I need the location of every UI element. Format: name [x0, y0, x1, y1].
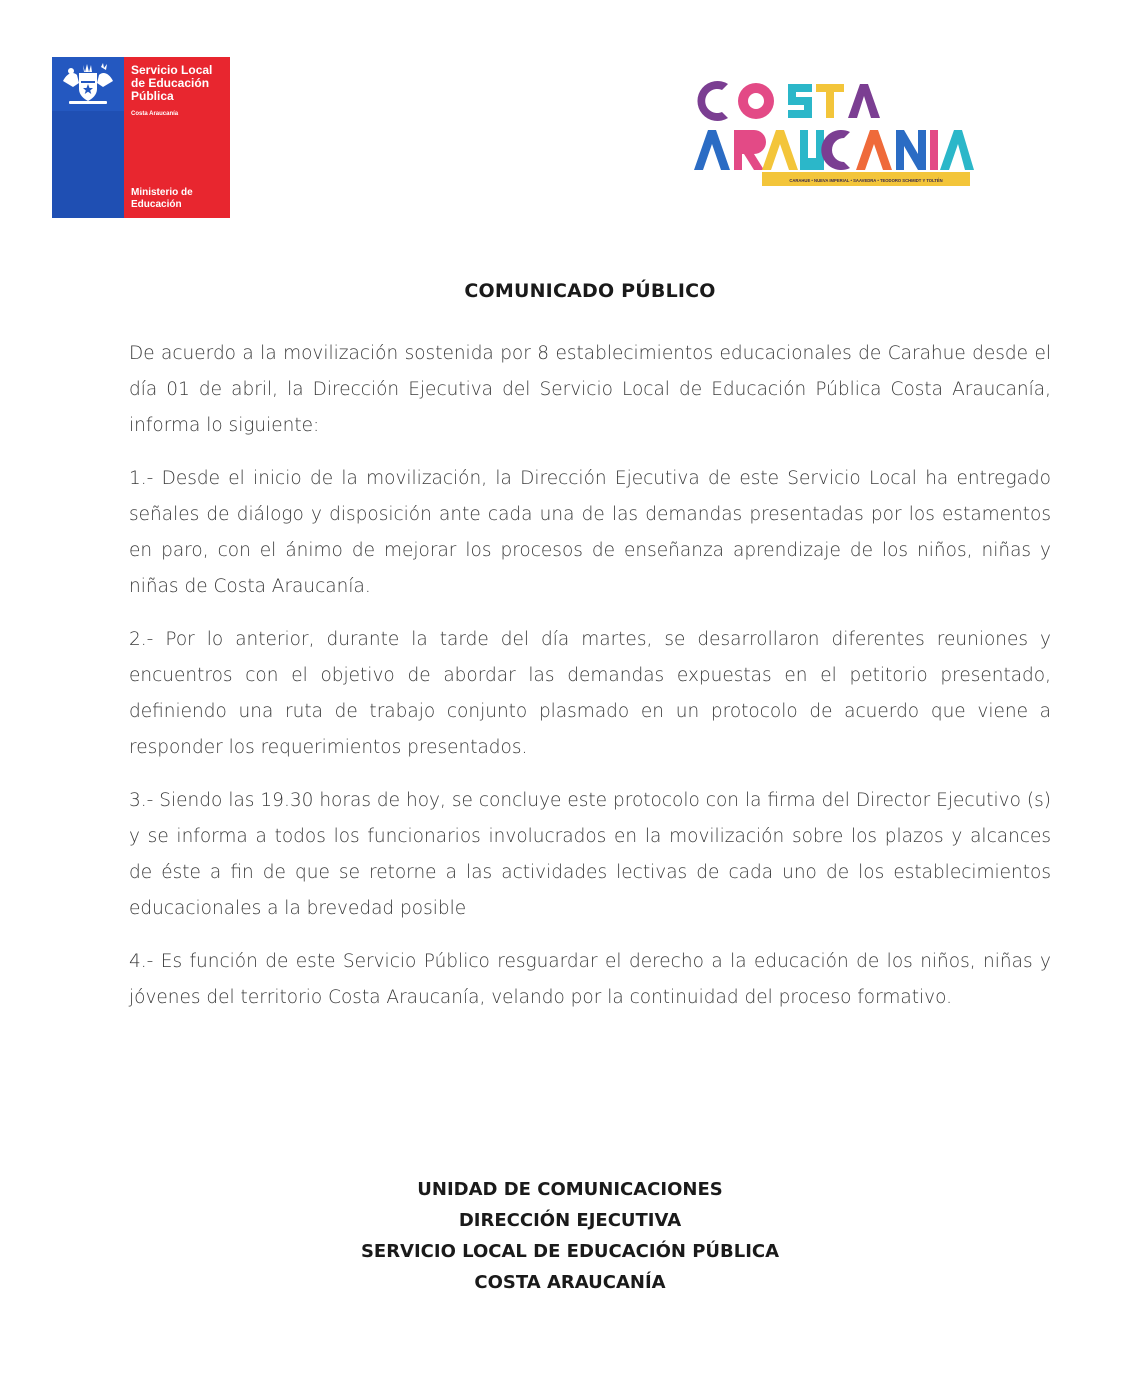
service-name-line: Servicio Local — [131, 63, 213, 77]
logo-red-band — [124, 57, 230, 218]
ministry-name-line: Ministerio de — [131, 187, 193, 198]
logo-word-araucania — [694, 130, 974, 170]
paragraph-point-2: 2.- Por lo anterior, durante la tarde del día martes, se desarrollaron diferentes reuniones y encuentros con el objetivo de abordar las demandas expuestas en el petitorio presentado, definiendo una ruta de trabajo conjunto plasmado en un protocolo de acuerdo que viene a responder los requerimientos presentados. — [129, 629, 1051, 758]
service-name — [131, 64, 231, 103]
logo-word-costa — [697, 81, 880, 121]
paragraph-intro: De acuerdo a la movilización sostenida por 8 establecimientos educacionales de Carahue desde el día 01 de abril, la Dirección Ejecutiva del Servicio Local de Educación Pública Costa Araucanía, informa lo siguiente: — [129, 343, 1051, 436]
signature-line: DIRECCIÓN EJECUTIVA — [458, 1210, 682, 1231]
signature-line: COSTA ARAUCANÍA — [474, 1272, 666, 1293]
ministry-name — [131, 187, 227, 211]
signature-block — [0, 1174, 1125, 1298]
paragraph-point-1: 1.- Desde el inicio de la movilización, la Dirección Ejecutiva de este Servicio Local ha entregado señales de diálogo y disposición ante cada una de las demandas presentadas por los estamentos en paro, con el ánimo de mejorar los procesos de enseñanza aprendizaje de los niños, niñas y niñas de Costa Araucanía. — [129, 468, 1051, 597]
service-name-line: Pública — [131, 89, 174, 103]
logo-blue-band — [52, 57, 124, 218]
paragraph-point-4: 4.- Es función de este Servicio Público resguardar el derecho a la educación de los niños, niñas y jóvenes del territorio Costa Araucanía, velando por la continuidad del proceso formativo. — [129, 951, 1051, 1008]
paragraph-point-3: 3.- Siendo las 19.30 horas de hoy, se concluye este protocolo con la firma del Director Ejecutivo (s) y se informa a todos los funcionarios involucrados en la movilización sobre los plazos y alcances de éste a fin de que se retorne a las actividades lectivas de cada uno de los establecimientos educacionales a la brevedad posible — [129, 790, 1051, 919]
document-title: COMUNICADO PÚBLICO — [464, 280, 716, 302]
service-region: Costa Araucanía — [131, 111, 179, 117]
costa-araucania-logo — [692, 74, 974, 192]
signature-line: UNIDAD DE COMUNICACIONES — [417, 1179, 723, 1200]
logo-tagline: CARAHUE • NUEVA IMPERIAL • SAAVEDRA • TEODORO SCHMIDT Y TOLTÉN — [789, 178, 943, 183]
service-name-line: de Educación — [131, 76, 210, 90]
document-body — [129, 336, 1051, 1033]
ministry-name-line: Educación — [131, 199, 182, 210]
mineduc-logo — [52, 57, 230, 218]
coat-of-arms-icon — [52, 57, 124, 111]
signature-line: SERVICIO LOCAL DE EDUCACIÓN PÚBLICA — [360, 1241, 780, 1262]
